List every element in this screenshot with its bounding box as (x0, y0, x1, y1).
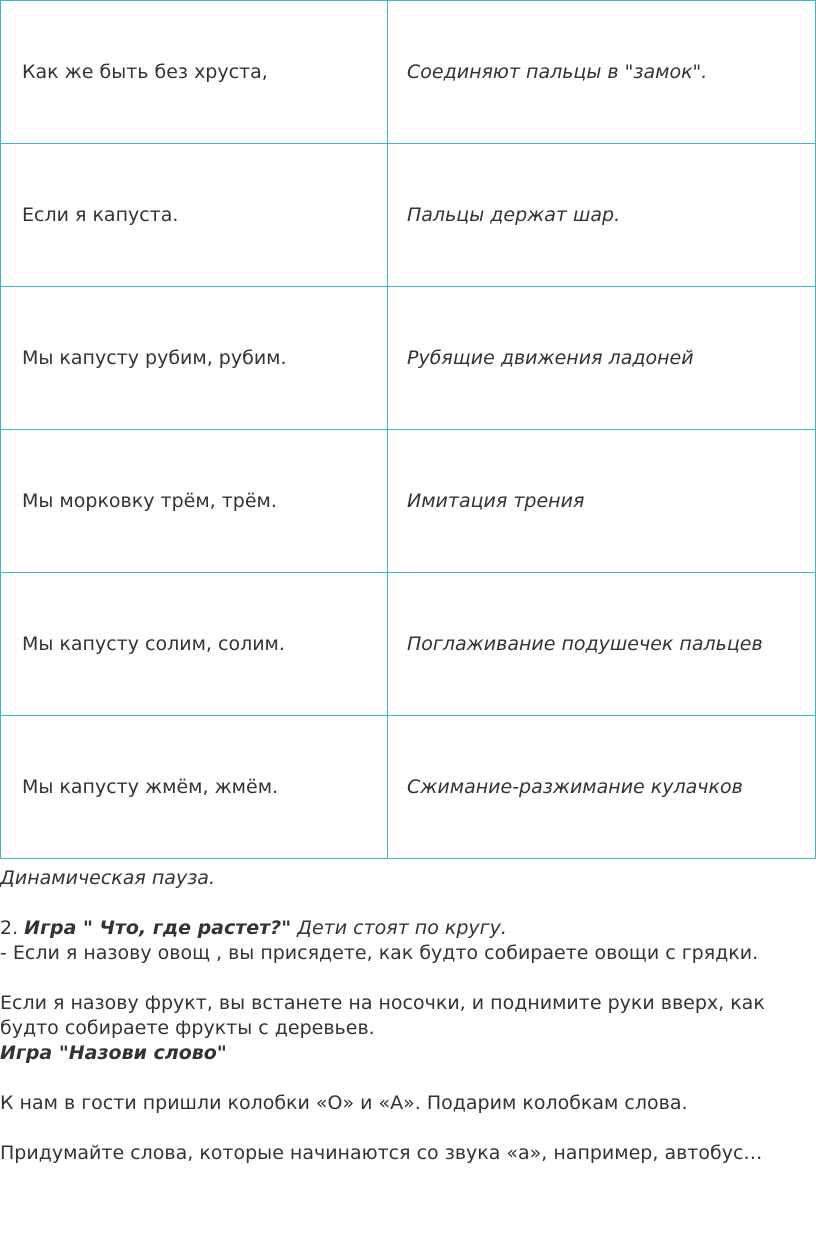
rhyme-line: Мы капусту рубим, рубим. (1, 287, 388, 430)
game1-heading (0, 916, 816, 941)
action-description: Пальцы держат шар. (388, 144, 816, 287)
action-description: Соединяют пальцы в "замок". (388, 1, 816, 144)
table-row (1, 430, 816, 573)
game1-instruction-1: - Если я назову овощ , вы присядете, как будто собираете овощи с грядки. (0, 942, 759, 964)
table-row (1, 1, 816, 144)
rhyme-line: Мы капусту жмём, жмём. (1, 716, 388, 859)
pause-heading: Динамическая пауза. (0, 867, 215, 889)
game1-instruction-2: Если я назову фрукт, вы встанете на носочки, и поднимите руки вверх, как будто собираете фрукты с деревьев. (0, 992, 765, 1039)
game2-title: Игра "Назови слово" (0, 1042, 227, 1064)
rhyme-line: Мы капусту солим, солим. (1, 573, 388, 716)
action-description: Рубящие движения ладоней (388, 287, 816, 430)
table-row (1, 573, 816, 716)
action-description: Поглаживание подушечек пальцев (388, 573, 816, 716)
game1-title: Игра " Что, где растет?" (24, 917, 292, 939)
rhyme-line: Мы морковку трём, трём. (1, 430, 388, 573)
action-description: Имитация трения (388, 430, 816, 573)
rhyme-line: Как же быть без хруста, (1, 1, 388, 144)
game1-number: 2. (0, 917, 25, 939)
rhyme-line: Если я капуста. (1, 144, 388, 287)
game2-instruction-1: К нам в гости пришли колобки «О» и «А». Подарим колобкам слова. (0, 1092, 688, 1114)
document-body (0, 866, 816, 1166)
game1-subtitle: Дети стоят по кругу. (291, 917, 507, 939)
table-row (1, 144, 816, 287)
action-description: Сжимание-разжимание кулачков (388, 716, 816, 859)
table-row (1, 716, 816, 859)
game2-instruction-2: Придумайте слова, которые начинаются со звука «а», например, автобус… (0, 1142, 763, 1164)
table-row (1, 287, 816, 430)
